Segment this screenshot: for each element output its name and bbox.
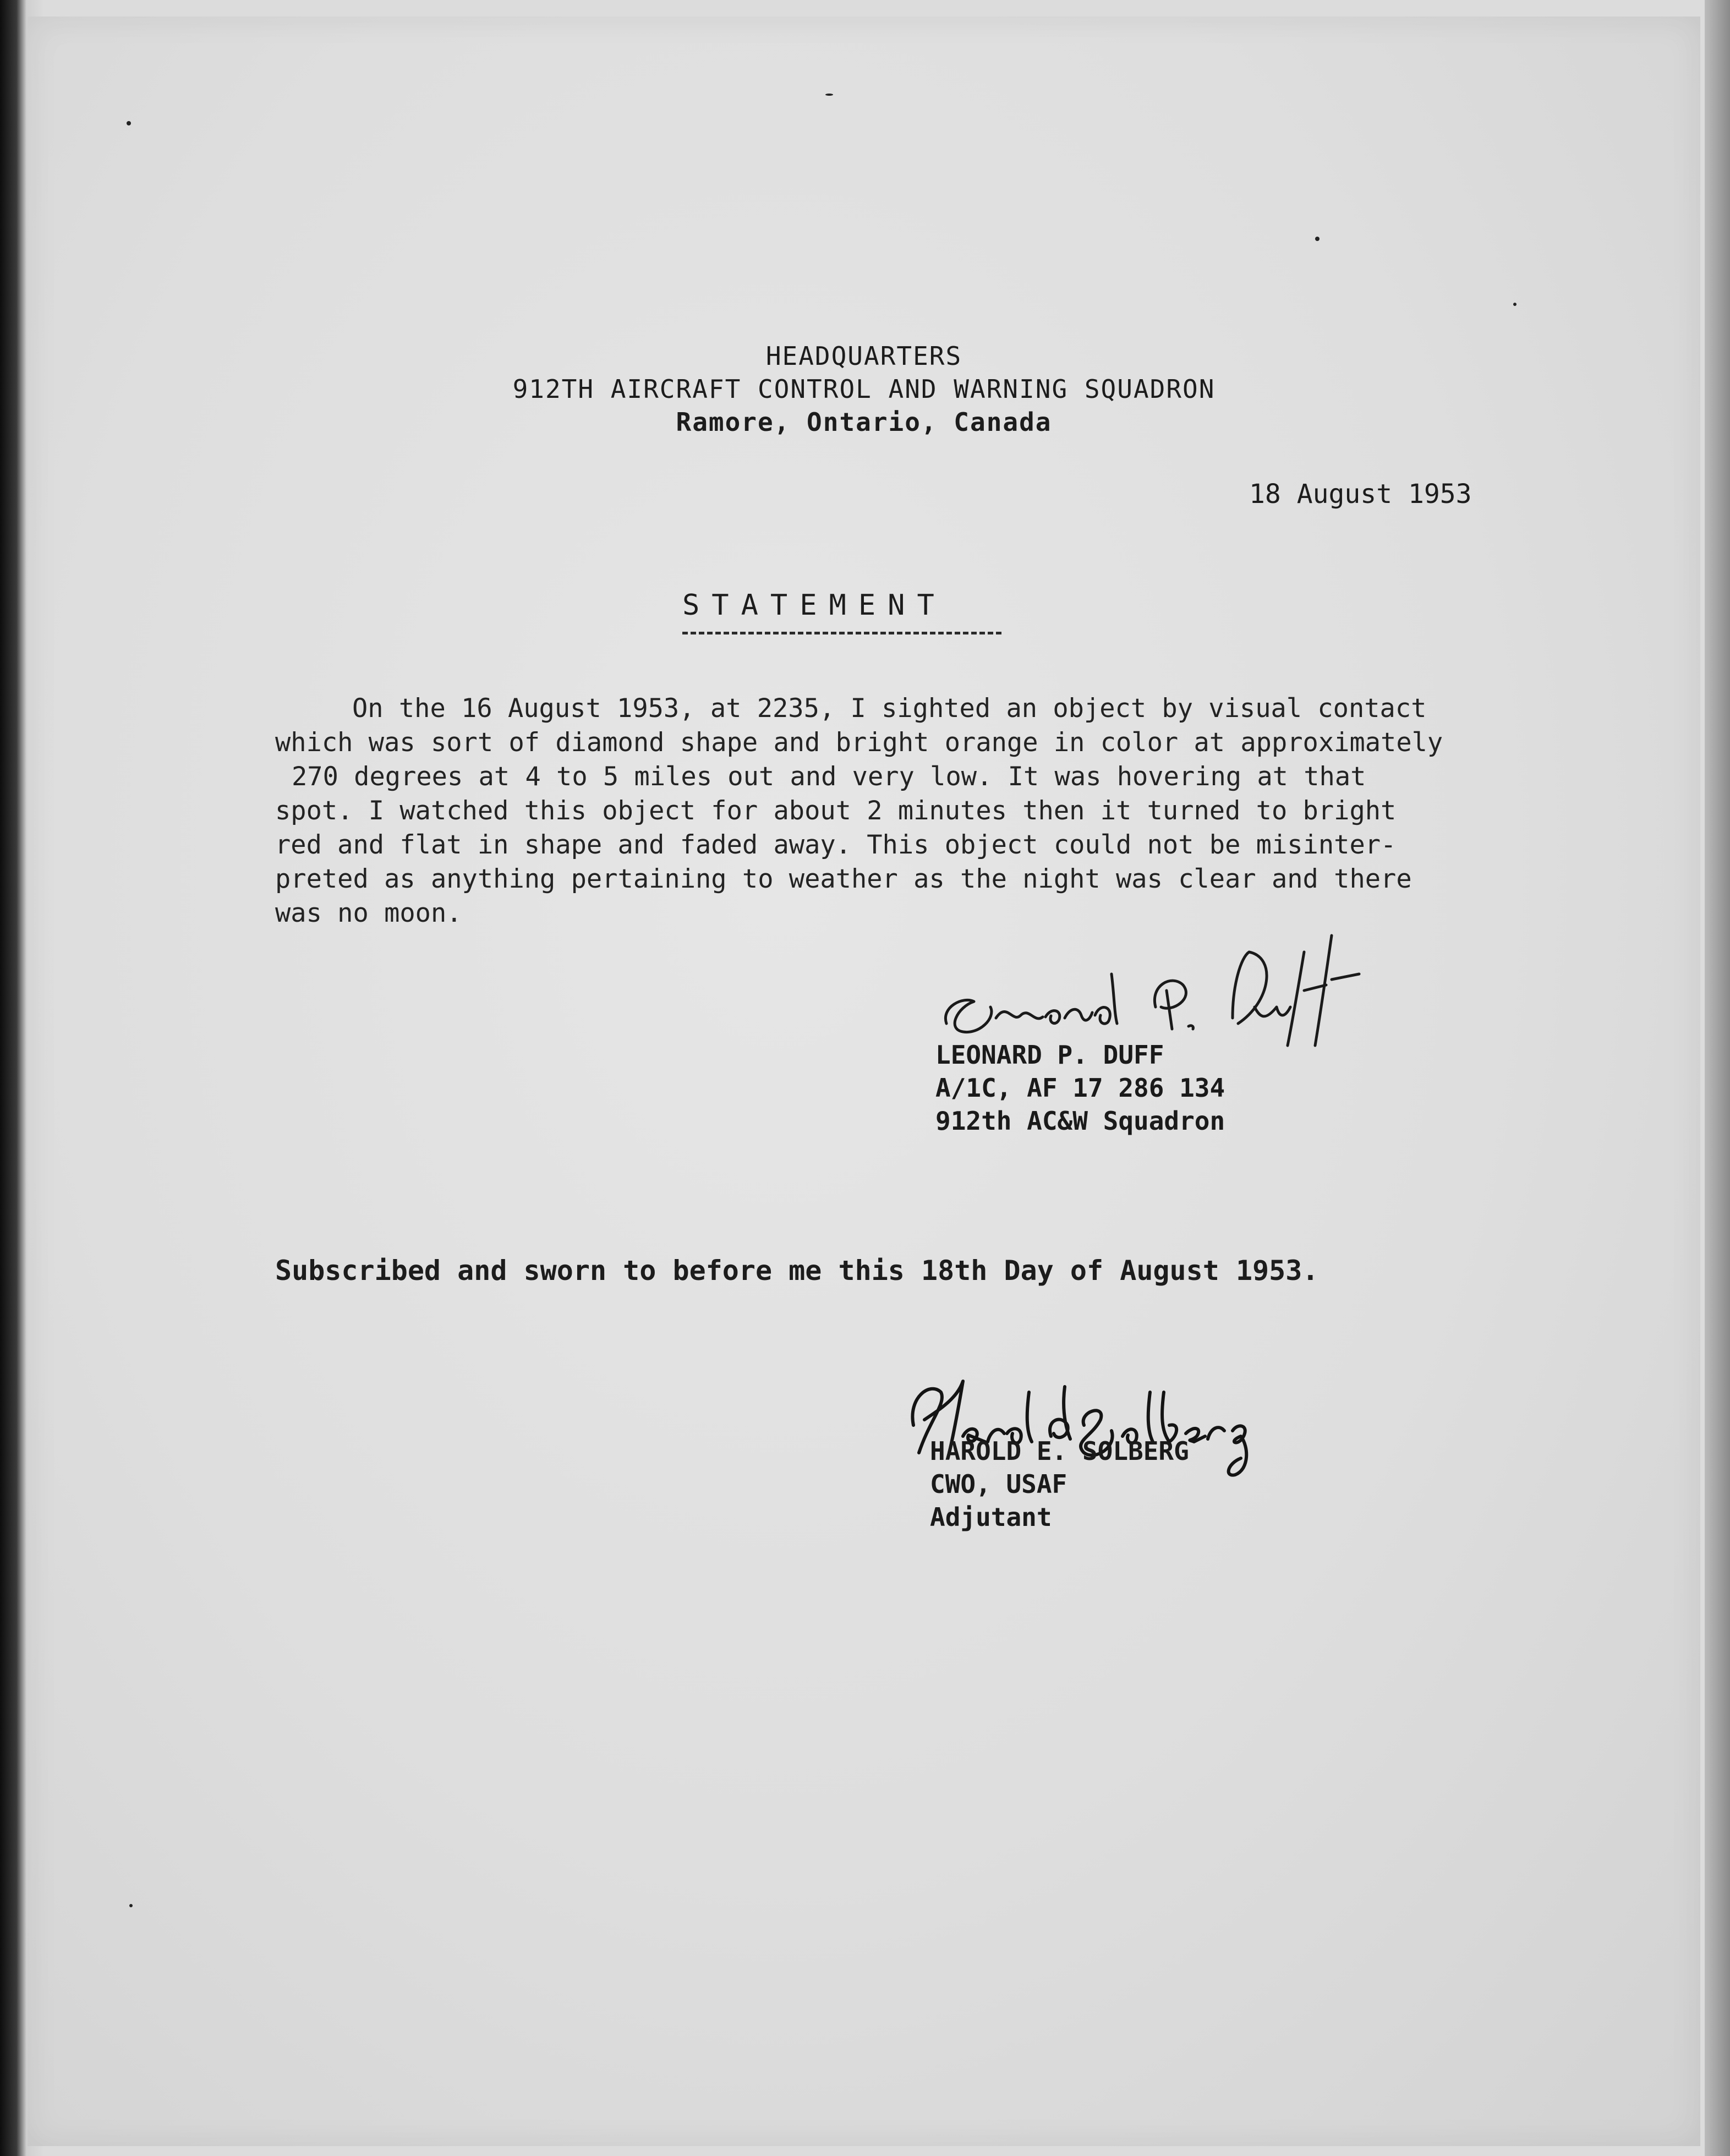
witness-name: LEONARD P. DUFF xyxy=(935,1040,1164,1070)
officer-name: HAROLD E. SOLBERG xyxy=(930,1436,1189,1466)
scan-speck xyxy=(1513,303,1517,306)
letterhead-line-1: HEADQUARTERS xyxy=(765,341,962,371)
scan-speck xyxy=(1315,237,1320,241)
sworn-statement: Subscribed and sworn to before me this 18th Day of August 1953. xyxy=(275,1255,1319,1287)
letterhead-line-3: Ramore, Ontario, Canada xyxy=(676,407,1052,437)
body-line: spot. I watched this object for about 2 minutes then it turned to bright xyxy=(275,796,1397,826)
body-line: red and flat in shape and faded away. This object could not be misinter- xyxy=(275,830,1397,860)
scan-edge xyxy=(1705,0,1730,2156)
body-line: which was sort of diamond shape and bright orange in color at approximately xyxy=(275,727,1443,758)
officer-title: Adjutant xyxy=(930,1502,1052,1532)
scan-speck xyxy=(127,121,131,125)
scan-speck xyxy=(129,1904,133,1907)
document-page xyxy=(28,17,1700,2146)
document-date: 18 August 1953 xyxy=(1249,479,1472,510)
officer-rank: CWO, USAF xyxy=(930,1469,1067,1499)
body-line: On the 16 August 1953, at 2235, I sighted an object by visual contact xyxy=(352,693,1427,724)
letterhead-line-2: 912TH AIRCRAFT CONTROL AND WARNING SQUADRON xyxy=(512,374,1216,404)
title-underline xyxy=(682,632,1001,634)
witness-unit: 912th AC&W Squadron xyxy=(935,1106,1225,1136)
witness-signature xyxy=(924,919,1376,1051)
document-title: STATEMENT xyxy=(682,589,946,622)
scan-speck xyxy=(825,94,833,96)
handwritten-signature-duff xyxy=(924,919,1376,1051)
body-line: preted as anything pertaining to weather as the night was clear and there xyxy=(275,864,1412,894)
witness-rank-serial: A/1C, AF 17 286 134 xyxy=(935,1073,1225,1103)
body-line: 270 degrees at 4 to 5 miles out and very low. It was hovering at that xyxy=(292,762,1366,792)
body-line: was no moon. xyxy=(275,898,462,928)
